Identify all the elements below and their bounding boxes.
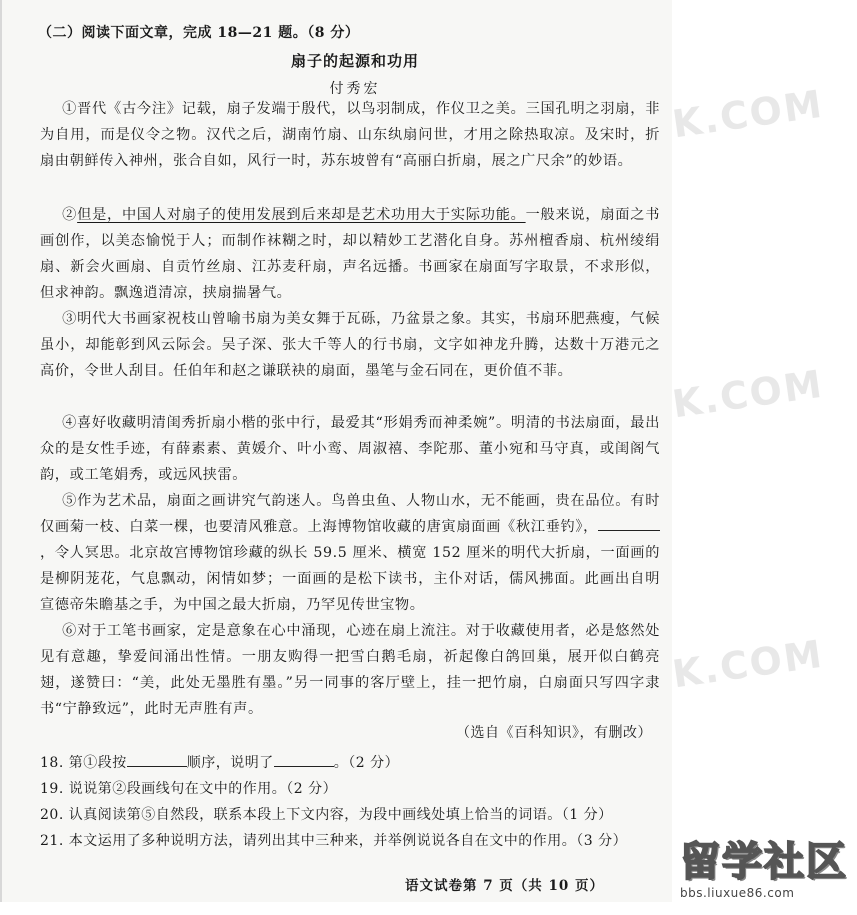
question-20: 20. 认真阅读第⑤自然段，联系本段上下文内容，为段中画线处填上恰当的词语。（1 分） bbox=[40, 807, 613, 823]
page-edge bbox=[0, 0, 2, 902]
question-18-part-b: 顺序，说明了 bbox=[186, 755, 274, 771]
question-21: 21. 本文运用了多种说明方法，请列出其中三种来，并举例说说各自在文中的作用。（3 分） bbox=[40, 833, 628, 849]
watermark-text-3: K.COM bbox=[669, 631, 827, 697]
question-18-blank-2[interactable] bbox=[274, 752, 334, 767]
paragraph-2 bbox=[40, 202, 660, 306]
page-footer: 语文试卷第 7 页（共 10 页） bbox=[405, 878, 604, 894]
site-logo-text: 留学社区 bbox=[680, 839, 848, 885]
paragraph-4 bbox=[40, 410, 660, 488]
paragraph-5 bbox=[40, 488, 660, 618]
paragraph-2-underlined-sentence: 但是，中国人对扇子的使用发展到后来却是艺术功用大于实际功能。 bbox=[77, 207, 526, 223]
watermark-text-1: K.COM bbox=[669, 81, 827, 147]
question-19: 19. 说说第②段画线句在文中的作用。（2 分） bbox=[40, 781, 338, 797]
paragraph-4-text: ④喜好收藏明清闺秀折扇小楷的张中行，最爱其“形娟秀而神柔婉”。明清的书法扇面，最出众的是女性手迹，有薛素素、黄媛介、叶小鸾、周淑禧、李陀那、董小宛和马守真，或闺阁气韵，或工笔娟秀，或远风挟雷。 bbox=[40, 415, 660, 483]
question-18 bbox=[40, 752, 399, 772]
section-header: （二）阅读下面文章，完成 18—21 题。（8 分） bbox=[38, 25, 360, 41]
source-note: （选自《百科知识》，有删改） bbox=[456, 725, 652, 741]
question-18-part-c: 。（2 分） bbox=[333, 755, 400, 771]
site-logo bbox=[680, 840, 850, 910]
paragraph-1-text: ①晋代《古今注》记载，扇子发端于殷代，以鸟羽制成，作仪卫之美。三国孔明之羽扇，非为自用，而是仪令之物。汉代之后，湖南竹扇、山东纨扇问世，才用之除热取凉。及宋时，折扇由朝鲜传入神州，张合自如，风行一时，苏东坡曾有“高丽白折扇，展之广尺余”的妙语。 bbox=[40, 101, 660, 169]
paragraph-1 bbox=[40, 96, 660, 174]
paragraph-2-number: ② bbox=[62, 207, 78, 223]
paragraph-3-text: ③明代大书画家祝枝山曾喻书扇为美女舞于瓦砾，乃盆景之象。其实，书扇环肥燕瘦，气候虽小，却能彰到风云际会。吴子深、张大千等人的行书扇，文字如神龙升腾，达数十万港元之高价，令世人刮目。任伯年和赵之谦联袂的扇面，墨笔与金石同在，更价值不菲。 bbox=[40, 311, 660, 379]
article-title: 扇子的起源和功用 bbox=[290, 52, 419, 70]
paragraph-5-fill-blank[interactable] bbox=[598, 516, 660, 531]
article-author: 付秀宏 bbox=[329, 81, 381, 97]
paragraph-5-text-a: ⑤作为艺术品，扇面之画讲究气韵迷人。鸟兽虫鱼、人物山水，无不能画，贵在品位。有时仅画菊一枝、白菜一棵，也要清风雅意。上海博物馆收藏的唐寅扇面画《秋江垂钓》， bbox=[40, 493, 660, 535]
paragraph-3 bbox=[40, 306, 660, 384]
paragraph-6 bbox=[40, 618, 660, 722]
paragraph-5-text-b: ，令人冥思。北京故宫博物馆珍藏的纵长 59.5 厘米、横宽 152 厘米的明代大折扇，一面画的是柳阴茏花，气息飘动，闲情如梦；一面画的是松下读书，主仆对话，儒风拂面。此画出自明宣德帝朱瞻基之手，为中国之最大折扇，乃罕见传世宝物。 bbox=[40, 545, 660, 613]
question-18-blank-1[interactable] bbox=[127, 752, 187, 767]
paragraph-6-text: ⑥对于工笔书画家，定是意象在心中涌现，心迹在扇上流注。对于收藏使用者，必是悠然处见有意趣，挚爱间涌出性情。一朋友购得一把雪白鹅毛扇，祈起像白鸽回巢，展开似白鹤亮翅，遂赞曰：“美，此处无墨胜有墨。”另一同事的客厅壁上，挂一把竹扇，白扇面只写四字隶书“宁静致远”，此时无声胜有声。 bbox=[40, 623, 660, 717]
question-18-part-a: 18. 第①段按 bbox=[40, 755, 127, 771]
paragraph-2-text: 一般来说，扇面之书画创作，以美态愉悦于人；而制作袜糊之时，却以精妙工艺潜化自身。苏州檀香扇、杭州绫绢扇、新会火画扇、自贡竹丝扇、江苏麦秆扇，声名远播。书画家在扇面写字取景，不求形似，但求神韵。飘逸逍清凉，挟扇揣暑气。 bbox=[40, 207, 660, 301]
watermark-text-2: K.COM bbox=[669, 361, 827, 427]
site-logo-url: bbs.liuxue86.com bbox=[680, 886, 795, 900]
